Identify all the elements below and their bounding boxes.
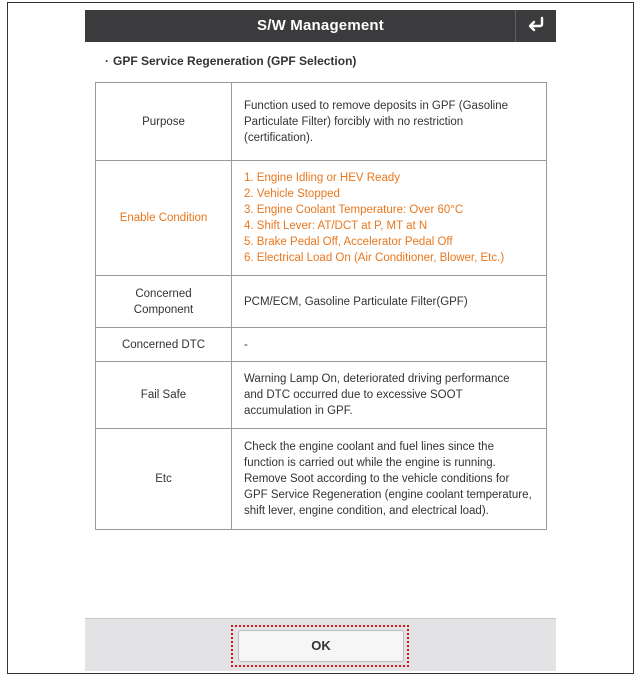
- table-row: [96, 83, 547, 161]
- row-value-line: 5. Brake Pedal Off, Accelerator Pedal Off: [244, 236, 453, 248]
- sw-management-dialog: [85, 10, 556, 670]
- row-label: Fail Safe: [96, 362, 232, 429]
- return-arrow-icon: [527, 16, 545, 37]
- row-value-line: 2. Vehicle Stopped: [244, 188, 340, 200]
- row-value-line: function is carried out while the engine is running.: [244, 457, 496, 469]
- row-label: Etc: [96, 429, 232, 530]
- row-value-line: GPF Service Regeneration (engine coolant temperature,: [244, 489, 532, 501]
- row-value-line: 3. Engine Coolant Temperature: Over 60°C: [244, 204, 464, 216]
- row-value: [232, 83, 547, 161]
- row-value-line: accumulation in GPF.: [244, 405, 353, 417]
- row-value-line: 1. Engine Idling or HEV Ready: [244, 172, 400, 184]
- row-value: [232, 161, 547, 276]
- table-row: [96, 429, 547, 530]
- row-label: [96, 276, 232, 328]
- row-label-line: Component: [133, 303, 194, 316]
- dialog-title: S/W Management: [257, 17, 384, 34]
- row-value-line: Remove Soot according to the vehicle conditions for: [244, 473, 510, 485]
- row-value-line: shift lever, engine condition, and electrical load).: [244, 505, 489, 517]
- row-value: [232, 429, 547, 530]
- row-value-line: (certification).: [244, 131, 314, 144]
- row-value: [232, 328, 547, 362]
- info-table: [95, 82, 547, 530]
- row-value: [232, 276, 547, 328]
- row-value-line: Warning Lamp On, deteriorated driving performance: [244, 373, 510, 385]
- ok-button[interactable]: OK: [238, 630, 404, 662]
- row-label-line: Concerned: [135, 287, 192, 300]
- dialog-footer: [85, 618, 556, 671]
- title-bar: [85, 10, 556, 42]
- row-label: Purpose: [96, 83, 232, 161]
- table-row: [96, 328, 547, 362]
- row-value-line: Check the engine coolant and fuel lines since the: [244, 441, 494, 453]
- table-row: [96, 276, 547, 328]
- section-heading: [105, 54, 356, 68]
- row-value-line: and DTC occurred due to excessive SOOT: [244, 389, 463, 401]
- row-label: Enable Condition: [96, 161, 232, 276]
- row-value-line: Function used to remove deposits in GPF (Gasoline: [244, 99, 508, 112]
- row-value-line: Particulate Filter) forcibly with no restriction: [244, 115, 464, 128]
- row-value-line: 4. Shift Lever: AT/DCT at P, MT at N: [244, 220, 428, 232]
- section-bullet: ·: [105, 54, 109, 68]
- row-label: Concerned DTC: [96, 328, 232, 362]
- row-value: [232, 362, 547, 429]
- back-button[interactable]: [515, 10, 556, 42]
- table-row: [96, 362, 547, 429]
- section-title: GPF Service Regeneration (GPF Selection): [113, 54, 357, 68]
- row-value-line: 6. Electrical Load On (Air Conditioner, Blower, Etc.): [244, 252, 505, 264]
- row-value-line: -: [244, 338, 248, 351]
- table-row: [96, 161, 547, 276]
- row-value-line: PCM/ECM, Gasoline Particulate Filter(GPF): [244, 295, 468, 308]
